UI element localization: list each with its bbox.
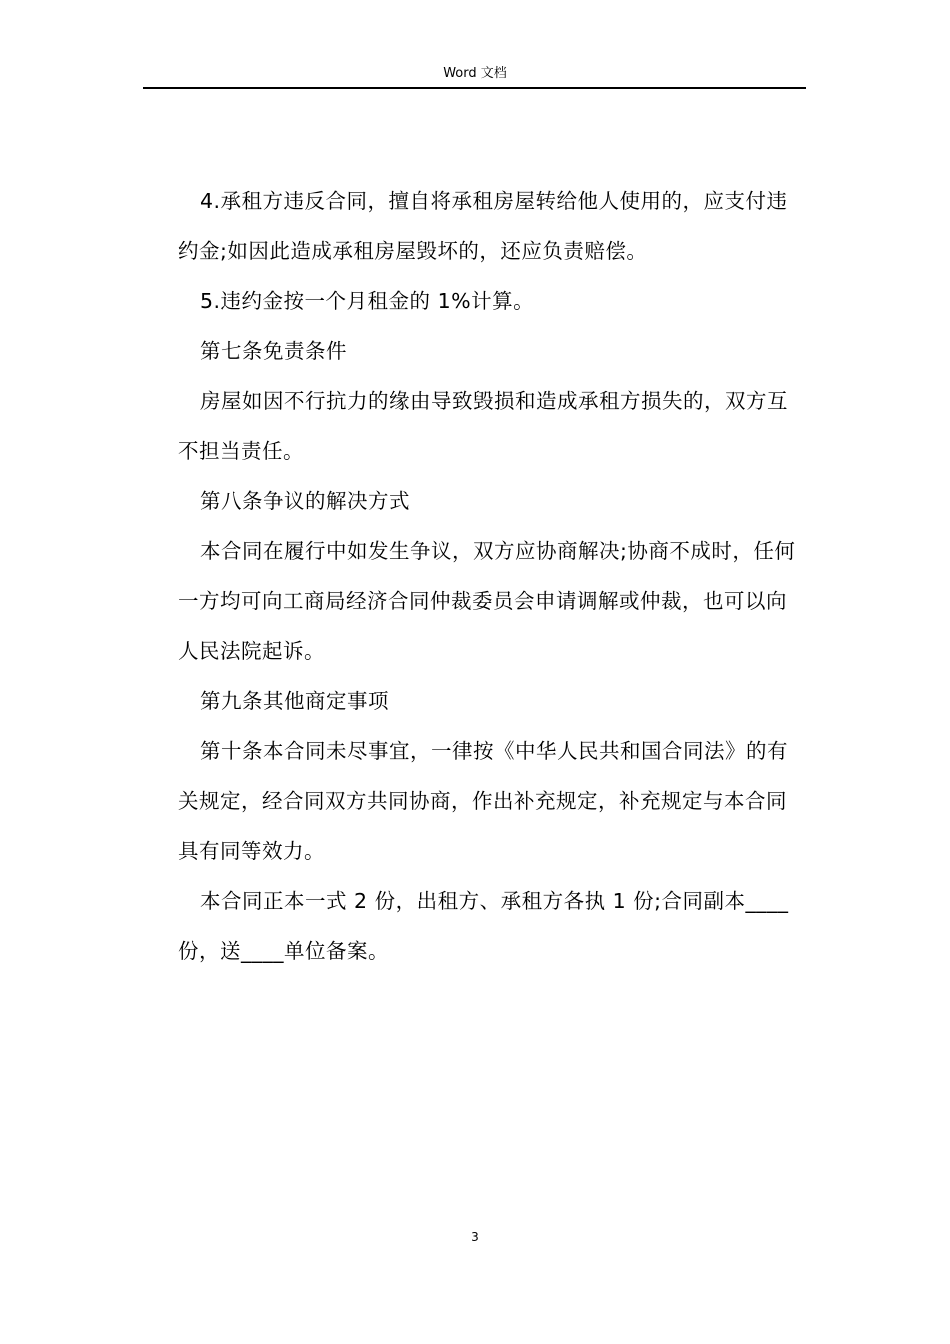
document-header: Word 文档 bbox=[443, 66, 507, 81]
heading-article-8: 第八条争议的解决方式 bbox=[200, 489, 410, 513]
paragraph-breach-transfer: 4.承租方违反合同，擅自将承租房屋转给他人使用的，应支付违约金;如因此造成承租房屋毁坏的，还应负责赔偿。 bbox=[178, 189, 788, 263]
paragraph-penalty-rate: 5.违约金按一个月租金的 1%计算。 bbox=[200, 289, 535, 313]
paragraph-article-10: 第十条本合同未尽事宜，一律按《中华人民共和国合同法》的有关规定，经合同双方共同协商，作出补充规定，补充规定与本合同具有同等效力。 bbox=[178, 739, 788, 863]
paragraph-copies: 本合同正本一式 2 份，出租方、承租方各执 1 份;合同副本____份，送____单位备案。 bbox=[178, 889, 789, 963]
heading-article-7: 第七条免责条件 bbox=[200, 339, 347, 363]
paragraph-dispute-resolution: 本合同在履行中如发生争议，双方应协商解决;协商不成时，任何一方均可向工商局经济合同仲裁委员会申请调解或仲裁，也可以向人民法院起诉。 bbox=[178, 539, 796, 663]
paragraph-force-majeure: 房屋如因不行抗力的缘由导致毁损和造成承租方损失的，双方互不担当责任。 bbox=[178, 389, 788, 463]
document-body bbox=[178, 176, 806, 976]
page-number: 3 bbox=[471, 1230, 479, 1244]
heading-article-9: 第九条其他商定事项 bbox=[200, 689, 389, 713]
header-divider bbox=[143, 87, 806, 89]
